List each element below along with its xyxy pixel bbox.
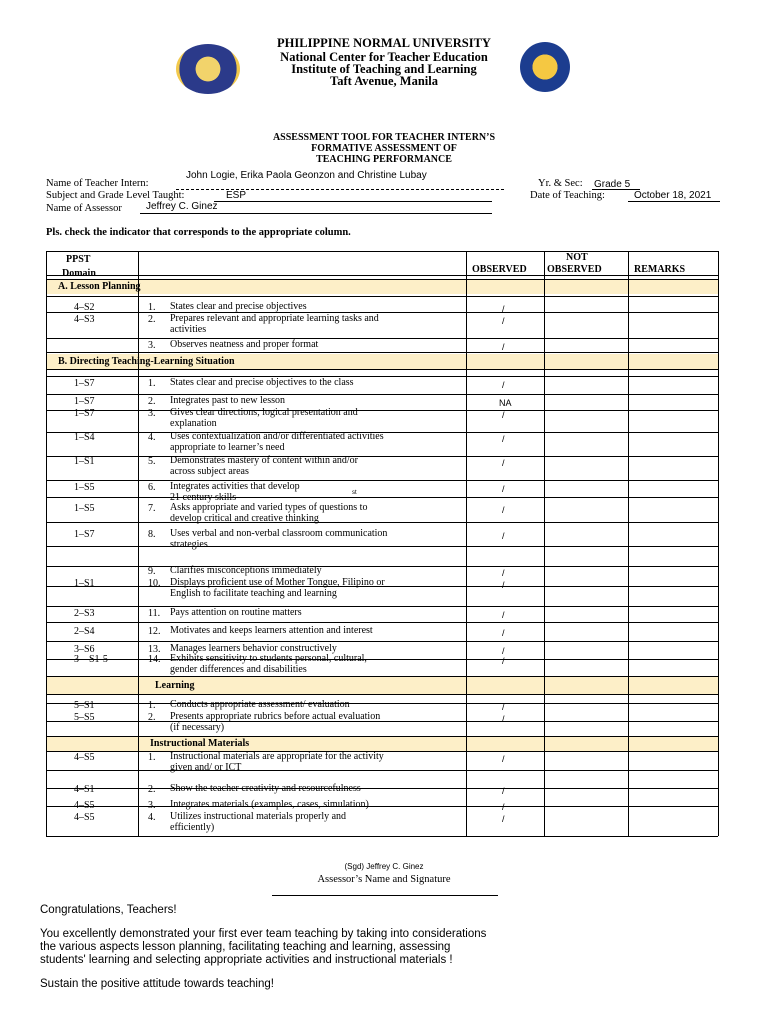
doc-title-2: FORMATIVE ASSESSMENT OF [311, 143, 457, 154]
row-divider [46, 836, 718, 837]
col-not: NOT [566, 252, 588, 263]
row-domain: 2–S3 [74, 608, 95, 619]
instruction: Pls. check the indicator that corresponds to the appropriate column. [46, 227, 351, 238]
intern-value: John Logie, Erika Paola Geonzon and Christine Lubay [186, 170, 427, 181]
row-number: 4. [148, 812, 156, 823]
row-domain: 1–S5 [74, 503, 95, 514]
assessor-value: Jeffrey C. Ginez [146, 201, 218, 212]
row-number: 2. [148, 712, 156, 723]
date-label: Date of Teaching: [530, 190, 605, 201]
row-indicator: Uses contextualization and/or differentiated activities [170, 431, 384, 442]
row-observed-mark: / [502, 802, 505, 812]
section-d-band [46, 736, 718, 751]
row-indicator: Motivates and keeps learners attention and interest [170, 625, 373, 636]
row-indicator: Show the teacher creativity and resourcefulness [170, 783, 361, 794]
col-observed: OBSERVED [472, 264, 527, 275]
row-indicator-cont: gender differences and disabilities [170, 664, 307, 675]
row-domain: 1–S4 [74, 432, 95, 443]
col-domain: Domain [62, 268, 96, 279]
row-divider [46, 522, 718, 523]
row-domain: 4–S1 [74, 784, 95, 795]
row-observed-mark: / [502, 714, 505, 724]
row-observed-mark: / [502, 580, 505, 590]
row-indicator-cont: English to facilitate teaching and learning [170, 588, 337, 599]
row-divider [46, 251, 718, 252]
yr-value: Grade 5 [594, 179, 631, 190]
row-number: 3. [148, 408, 156, 419]
column-divider [138, 251, 139, 836]
row-divider [46, 659, 718, 660]
row-domain: 4–S5 [74, 752, 95, 763]
superscript-st: st [352, 490, 357, 496]
row-divider [46, 770, 718, 771]
col-remarks: REMARKS [634, 264, 686, 275]
row-number: 11. [148, 608, 161, 619]
section-c-band [46, 677, 718, 694]
row-domain: 1–S5 [74, 482, 95, 493]
row-number: 1. [148, 378, 156, 389]
row-indicator: Pays attention on routine matters [170, 607, 302, 618]
section-d-label: Instructional Materials [150, 738, 250, 749]
row-indicator-cont: strategies [170, 539, 208, 550]
row-indicator: Observes neatness and proper format [170, 339, 319, 350]
message-body-3: students' learning and selecting appropriate activities and instructional materials ! [40, 954, 453, 966]
row-indicator: Exhibits sensitivity to students personal, cultural, [170, 653, 367, 664]
row-divider [46, 376, 718, 377]
row-number: 1. [148, 752, 156, 763]
row-observed-mark: / [502, 316, 505, 326]
row-divider [46, 480, 718, 481]
row-divider [46, 641, 718, 642]
row-domain: 4–S3 [74, 314, 95, 325]
row-divider [46, 275, 718, 276]
row-number: 2. [148, 314, 156, 325]
row-number: 3. [148, 340, 156, 351]
row-divider [46, 352, 718, 353]
institute-name: Institute of Teaching and Learning [291, 62, 477, 76]
row-indicator: Displays proficient use of Mother Tongue, Filipino or [170, 577, 385, 588]
row-observed-mark: / [502, 610, 505, 620]
row-domain: 3 – S1-5 [74, 654, 108, 665]
column-divider [718, 251, 719, 836]
subject-label: Subject and Grade Level Taught: [46, 190, 185, 201]
center-name: National Center for Teacher Education [280, 50, 488, 64]
row-observed-mark: / [502, 380, 505, 390]
row-observed-mark: / [502, 656, 505, 666]
address: Taft Avenue, Manila [330, 74, 438, 88]
row-domain: 3–S6 [74, 644, 95, 655]
row-observed-mark: NA [499, 398, 512, 408]
row-domain: 4–S5 [74, 812, 95, 823]
date-value: October 18, 2021 [634, 190, 712, 201]
row-number: 12. [148, 626, 161, 637]
intern-label: Name of Teacher Intern: [46, 178, 149, 189]
row-divider [46, 676, 718, 677]
row-number: 2. [148, 396, 156, 407]
signature-sgd: (Sgd) Jeffrey C. Ginez [344, 862, 424, 871]
row-indicator-cont: across subject areas [170, 466, 249, 477]
row-divider [46, 622, 718, 623]
row-observed-mark: / [502, 628, 505, 638]
assessor-label: Name of Assessor [46, 203, 122, 214]
row-indicator: Integrates materials (examples, cases, simulation) [170, 799, 369, 810]
column-divider [544, 251, 545, 836]
row-number: 5. [148, 456, 156, 467]
row-divider [46, 410, 718, 411]
row-domain: 1–S7 [74, 396, 95, 407]
row-domain: 5–S5 [74, 712, 95, 723]
row-number: 13. [148, 644, 161, 655]
row-indicator: Conducts appropriate assessment/ evaluation [170, 699, 350, 710]
row-domain: 5–S1 [74, 700, 95, 711]
row-indicator: Uses verbal and non-verbal classroom communication [170, 528, 388, 539]
row-divider [46, 546, 718, 547]
university-name: PHILIPPINE NORMAL UNIVERSITY [277, 36, 491, 50]
row-indicator: Integrates activities that develop [170, 481, 300, 492]
row-number: 3. [148, 800, 156, 811]
row-number: 14. [148, 654, 161, 665]
col-not-observed: OBSERVED [547, 264, 602, 275]
row-observed-mark: / [502, 304, 505, 314]
row-indicator: States clear and precise objectives [170, 301, 307, 312]
row-indicator-cont: develop critical and creative thinking [170, 513, 319, 524]
row-divider [46, 497, 718, 498]
row-divider [46, 432, 718, 433]
row-domain: 1–S1 [74, 456, 95, 467]
row-indicator: Asks appropriate and varied types of questions to [170, 502, 368, 513]
row-divider [46, 606, 718, 607]
row-number: 8. [148, 529, 156, 540]
row-observed-mark: / [502, 531, 505, 541]
column-divider [628, 251, 629, 836]
row-number: 2. [148, 784, 156, 795]
message-greeting: Congratulations, Teachers! [40, 904, 177, 916]
row-domain: 1–S7 [74, 529, 95, 540]
doc-title-1: ASSESSMENT TOOL FOR TEACHER INTERN’S [272, 132, 496, 143]
row-divider [46, 394, 718, 395]
row-observed-mark: / [502, 434, 505, 444]
row-number: 4. [148, 432, 156, 443]
row-number: 1. [148, 302, 156, 313]
col-ppst: PPST [66, 254, 91, 265]
row-observed-mark: / [502, 702, 505, 712]
row-domain: 4–S2 [74, 302, 95, 313]
row-number: 10. [148, 578, 161, 589]
row-indicator: Gives clear directions, logical presentation and [170, 407, 358, 418]
column-divider [46, 251, 47, 836]
row-observed-mark: / [502, 342, 505, 352]
row-number: 9. [148, 566, 156, 577]
row-divider [46, 721, 718, 722]
row-divider [46, 736, 718, 737]
row-divider [46, 456, 718, 457]
row-number: 7. [148, 503, 156, 514]
subject-value: ESP [226, 190, 247, 201]
row-indicator-cont: activities [170, 324, 207, 335]
row-indicator-cont: given and/ or ICT [170, 762, 242, 773]
row-observed-mark: / [502, 754, 505, 764]
row-indicator: Demonstrates mastery of content within and/or [170, 455, 359, 466]
row-domain: 1–S1 [74, 578, 95, 589]
row-indicator-cont: 21 century skills [170, 492, 237, 503]
row-observed-mark: / [502, 786, 505, 796]
row-indicator: Instructional materials are appropriate for the activity [170, 751, 384, 762]
row-divider [46, 338, 718, 339]
row-indicator-cont: appropriate to learner’s need [170, 442, 285, 453]
row-observed-mark: / [502, 646, 505, 656]
message-closing: Sustain the positive attitude towards teaching! [40, 978, 274, 990]
row-divider [46, 586, 718, 587]
row-observed-mark: / [502, 458, 505, 468]
row-divider [46, 566, 718, 567]
row-indicator: Manages learners behavior constructively [170, 643, 337, 654]
row-indicator-cont: efficiently) [170, 822, 215, 833]
row-indicator-cont: (if necessary) [170, 722, 225, 733]
row-divider [46, 312, 718, 313]
yr-label: Yr. & Sec: [538, 178, 583, 189]
row-observed-mark: / [502, 505, 505, 515]
row-observed-mark: / [502, 568, 505, 578]
row-indicator-cont: explanation [170, 418, 217, 429]
row-domain: 1–S7 [74, 408, 95, 419]
row-divider [46, 788, 718, 789]
row-number: 1. [148, 700, 156, 711]
section-c-label: Learning [155, 680, 195, 691]
section-a-label: A. Lesson Planning [58, 281, 141, 292]
row-divider [46, 751, 718, 752]
message-body-2: the various aspects lesson planning, facilitating teaching and learning, assessing [40, 941, 451, 953]
row-divider [46, 806, 718, 807]
column-divider [466, 251, 467, 836]
row-indicator: Prepares relevant and appropriate learning tasks and [170, 313, 379, 324]
signature-label: Assessor’s Name and Signature [317, 874, 451, 885]
row-observed-mark: / [502, 814, 505, 824]
row-domain: 4–S5 [74, 800, 95, 811]
row-divider [46, 694, 718, 695]
row-indicator: Integrates past to new lesson [170, 395, 285, 406]
section-a-band [46, 279, 718, 294]
row-indicator: Utilizes instructional materials properly and [170, 811, 347, 822]
doc-title-3: TEACHING PERFORMANCE [316, 154, 452, 165]
row-observed-mark: / [502, 484, 505, 494]
row-divider [46, 296, 718, 297]
row-indicator: States clear and precise objectives to the class [170, 377, 354, 388]
row-domain: 2–S4 [74, 626, 95, 637]
row-indicator: Clarifies misconceptions immediately [170, 565, 322, 576]
row-divider [46, 279, 718, 280]
message-body-1: You excellently demonstrated your first ever team teaching by taking into considerations [40, 928, 487, 940]
section-b-label: B. Directing Teaching-Learning Situation [58, 356, 235, 367]
row-divider [46, 703, 718, 704]
row-number: 6. [148, 482, 156, 493]
row-observed-mark: / [502, 410, 505, 420]
row-divider [46, 369, 718, 370]
row-indicator: Presents appropriate rubrics before actual evaluation [170, 711, 381, 722]
row-domain: 1–S7 [74, 378, 95, 389]
